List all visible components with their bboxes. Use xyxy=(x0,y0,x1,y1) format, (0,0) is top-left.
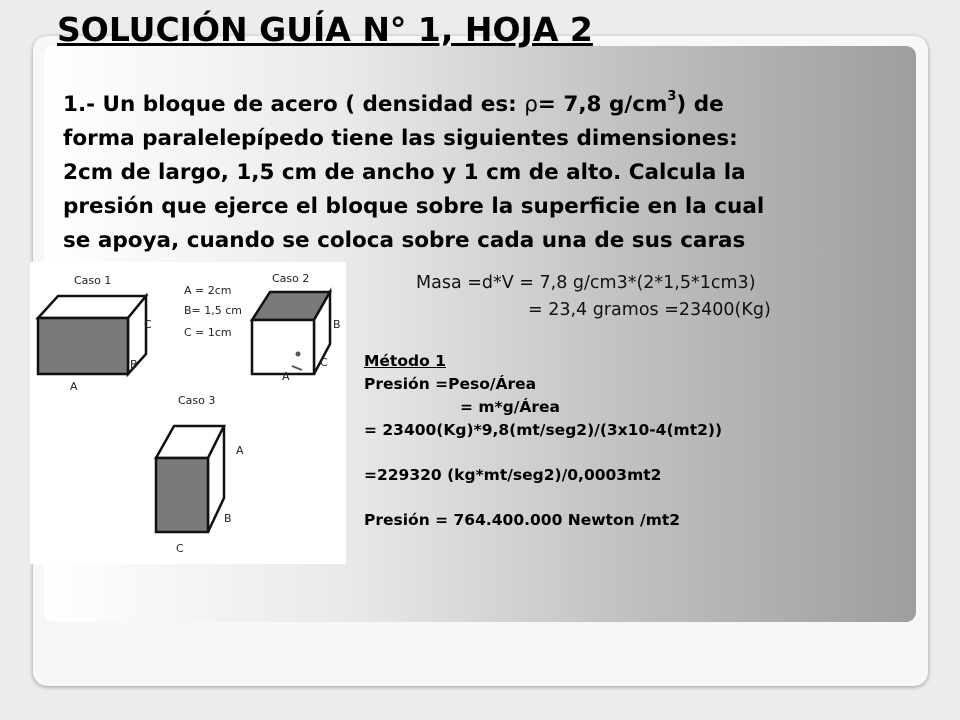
caso-1-c-label: C xyxy=(144,318,152,331)
caso-2-a-label: A xyxy=(282,370,290,383)
caso-2-b-label: B xyxy=(333,318,341,331)
method-line-5: Presión = 764.400.000 Newton /mt2 xyxy=(364,511,681,529)
mass-line-2: = 23,4 gramos =23400(Kg) xyxy=(528,300,771,320)
caso-2-label: Caso 2 xyxy=(272,272,310,285)
caso-2-c-label: C xyxy=(320,356,328,369)
caso-2-block xyxy=(252,292,330,374)
problem-line-1-density: = 7,8 g/cm xyxy=(537,92,668,117)
block-diagram-svg xyxy=(30,262,346,564)
mass-line-1: Masa =d*V = 7,8 g/cm3*(2*1,5*1cm3) xyxy=(416,273,756,293)
problem-line-5: se apoya, cuando se coloca sobre cada una de sus caras xyxy=(63,228,746,253)
caso-1-b-label: B xyxy=(130,358,138,371)
method-line-1: Presión =Peso/Área xyxy=(364,375,537,393)
problem-line-3: 2cm de largo, 1,5 cm de ancho y 1 cm de alto. Calcula la xyxy=(63,160,746,185)
method-heading: Método 1 xyxy=(364,352,446,370)
dim-b-text: B= 1,5 cm xyxy=(184,304,243,317)
problem-line-2: forma paralelepípedo tiene las siguientes dimensiones: xyxy=(63,126,738,151)
method-1-section xyxy=(364,350,722,532)
problem-statement xyxy=(63,88,943,258)
caso-1-a-label: A xyxy=(70,380,78,393)
block-diagram xyxy=(30,262,346,564)
caso-3-b-label: B xyxy=(224,512,232,525)
caso-3-a-label: A xyxy=(236,444,244,457)
method-spacer-1 xyxy=(364,442,722,464)
problem-line-1-suffix: ) de xyxy=(676,92,724,117)
dim-a-text: A = 2cm xyxy=(184,284,232,297)
method-line-4: =229320 (kg*mt/seg2)/0,0003mt2 xyxy=(364,466,662,484)
page-title: SOLUCIÓN GUÍA N° 1, HOJA 2 xyxy=(57,10,593,49)
problem-line-4: presión que ejerce el bloque sobre la superficie en la cual xyxy=(63,194,765,219)
caso-3-label: Caso 3 xyxy=(178,394,216,407)
caso-3-block xyxy=(156,426,224,532)
rho-symbol: ρ xyxy=(524,92,538,117)
method-line-2: = m*g/Área xyxy=(460,398,561,416)
dim-c-text: C = 1cm xyxy=(184,326,232,339)
problem-line-1 xyxy=(63,88,943,122)
superscript-3: 3 xyxy=(667,89,677,104)
caso-3-c-label: C xyxy=(176,542,184,555)
problem-line-1-prefix: 1.- Un bloque de acero ( densidad es: xyxy=(63,92,525,117)
method-line-3: = 23400(Kg)*9,8(mt/seg2)/(3x10-4(mt2)) xyxy=(364,421,723,439)
caso-1-label: Caso 1 xyxy=(74,274,112,287)
method-spacer-2 xyxy=(364,487,722,509)
mass-calculation xyxy=(416,270,771,324)
